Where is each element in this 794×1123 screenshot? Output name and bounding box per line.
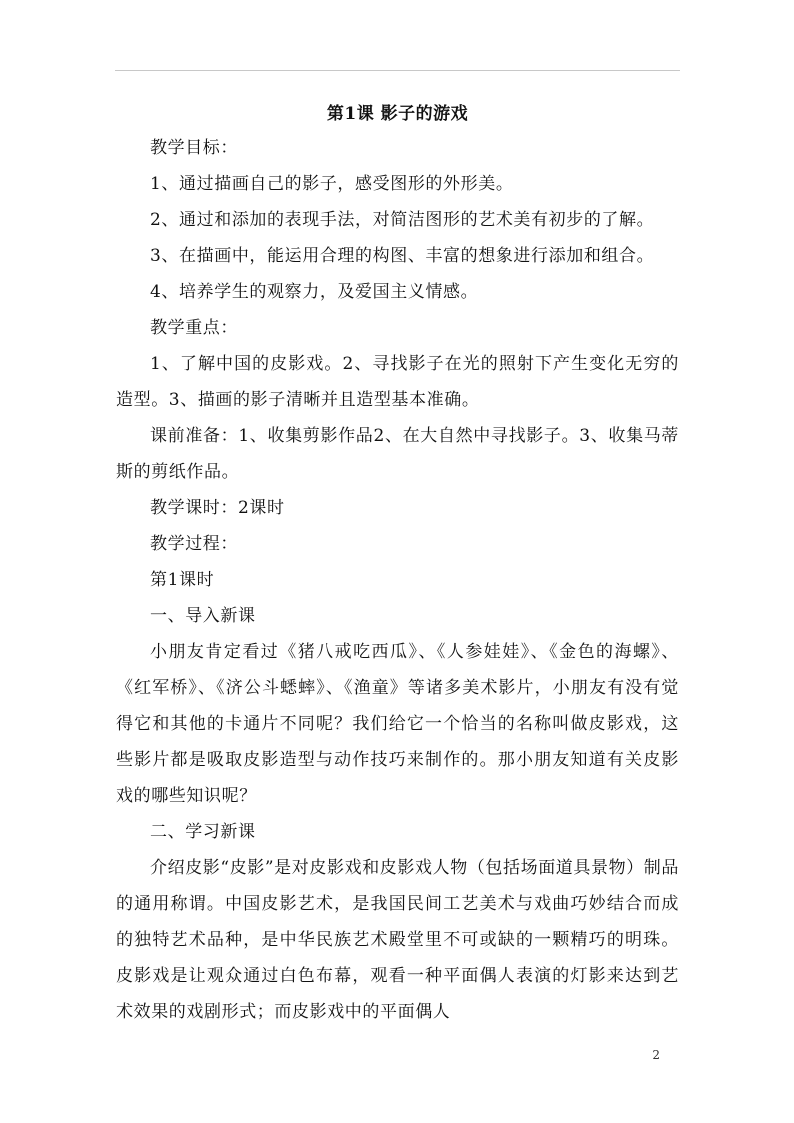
paragraph-process-heading: 教学过程： — [150, 534, 238, 554]
paragraph-objective-2: 2、通过和添加的表现手法，对简洁图形的艺术美有初步的了解。 — [150, 210, 655, 230]
paragraph-key-points: 1、了解中国的皮影戏。2、寻找影子在光的照射下产生变化无穷的造型。3、描画的影子清晰并且造型基本准确。 — [116, 354, 679, 410]
paragraph-shadow-play-intro: 介绍皮影“皮影”是对皮影戏和皮影戏人物（包括场面道具景物）制品的通用称谓。中国皮影艺术，是我国民间工艺美术与戏曲巧妙结合而成的独特艺术品种，是中华民族艺术殿堂里不可或缺的一颗精巧的明珠。皮影戏是让观众通过白色布幕，观看一种平面偶人表演的灯影来达到艺术效果的戏剧形式；而皮影戏中的平面偶人 — [116, 858, 679, 1022]
paragraph-lesson-1: 第1课时 — [150, 570, 215, 590]
paragraph-objectives-heading: 教学目标： — [150, 138, 238, 158]
paragraph-objective-1: 1、通过描画自己的影子，感受图形的外形美。 — [150, 174, 514, 194]
paragraph-section-2: 二、学习新课 — [150, 822, 256, 842]
paragraph-preparation: 课前准备：1、收集剪影作品2、在大自然中寻找影子。3、收集马蒂斯的剪纸作品。 — [116, 426, 679, 482]
page-title: 第1课 影子的游戏 — [326, 104, 469, 124]
paragraph-objective-4: 4、培养学生的观察力，及爱国主义情感。 — [150, 282, 479, 302]
body-text — [116, 130, 679, 1030]
paragraph-section-1: 一、导入新课 — [150, 606, 256, 626]
paragraph-objective-3: 3、在描画中，能运用合理的构图、丰富的想象进行添加和组合。 — [150, 246, 655, 266]
paragraph-introduction: 小朋友肯定看过《猪八戒吃西瓜》、《人参娃娃》、《金色的海螺》、《红军桥》、《济公斗蟋蟀》、《渔童》等诸多美术影片，小朋友有没有觉得它和其他的卡通片不同呢？我们给它一个恰当的名称叫做皮影戏，这些影片都是吸取皮影造型与动作技巧来制作的。那小朋友知道有关皮影戏的哪些知识呢？ — [116, 642, 679, 806]
header-divider — [115, 70, 680, 71]
paragraph-class-hours: 教学课时：2课时 — [150, 498, 285, 518]
paragraph-key-points-heading: 教学重点： — [150, 318, 238, 338]
page-number: 2 — [652, 1048, 660, 1062]
